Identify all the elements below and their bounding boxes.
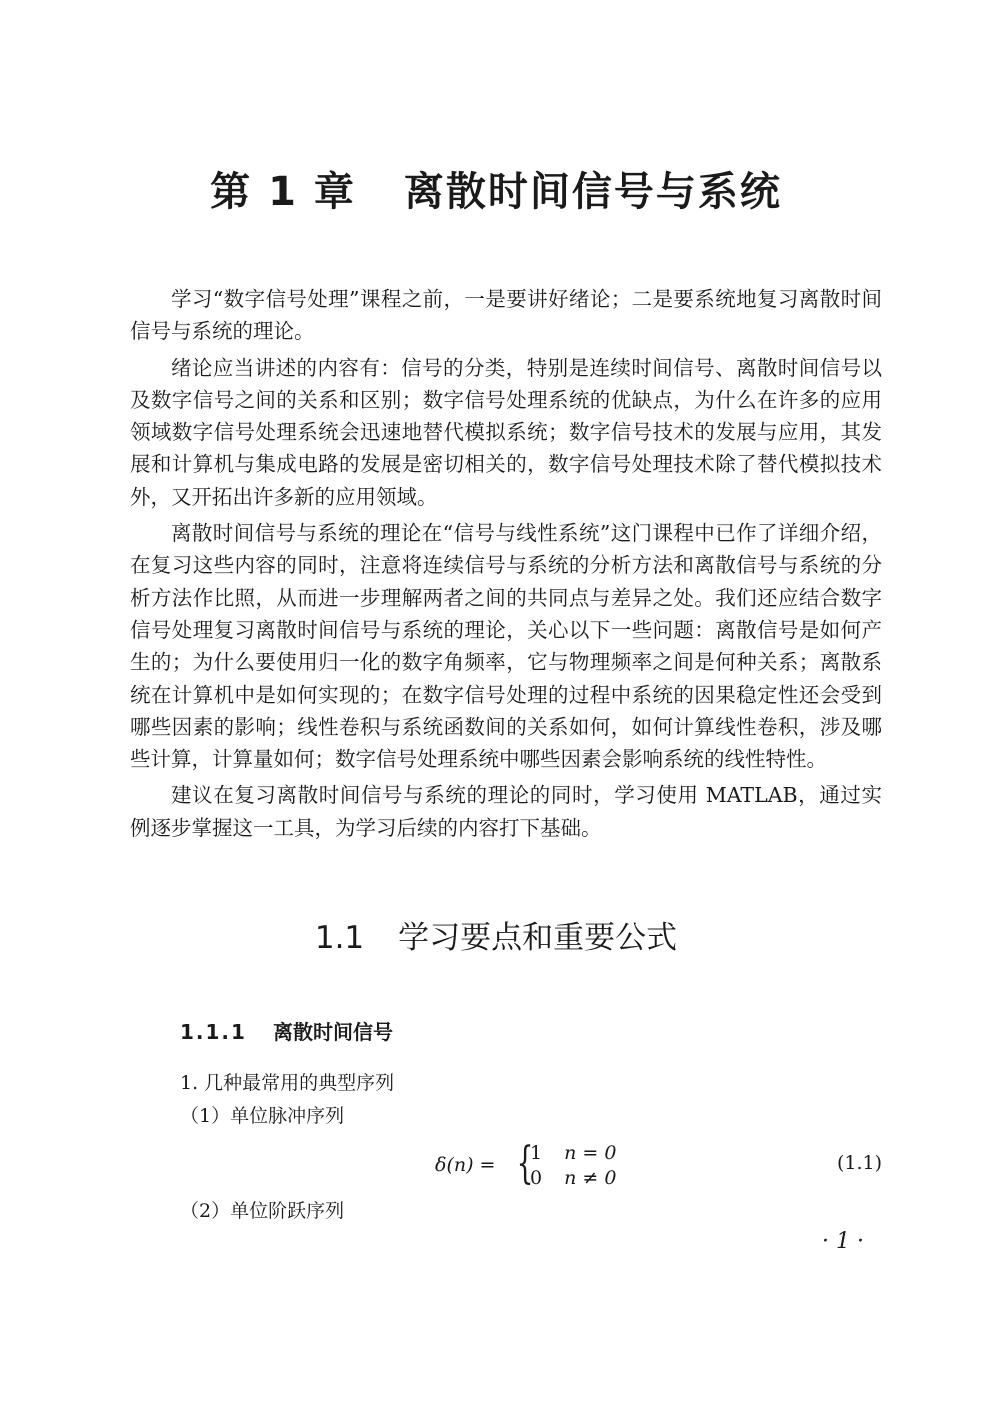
formula-unit-impulse (420, 1140, 880, 1192)
section-number: 1.1 (314, 920, 365, 956)
formula-brace: { (516, 1138, 534, 1189)
paragraph-2: 绪论应当讲述的内容有：信号的分类，特别是连续时间信号、离散时间信号以及数字信号之间的关系和区别；数字信号处理系统的优缺点，为什么在许多的应用领域数字信号处理系统会迅速地替代模拟系统；数字信号技术的发展与应用，其发展和计算机与集成电路的发展是密切相关的，数字信号处理技术除了替代模拟技术外，又开拓出许多新的应用领域。 (130, 355, 882, 509)
formula-case-2-condition: n ≠ 0 (564, 1167, 617, 1189)
formula-case-1 (530, 1142, 616, 1164)
list-item-unit-impulse: （1）单位脉冲序列 (180, 1105, 345, 1127)
chapter-intro (130, 283, 882, 848)
chapter-number: 第 1 章 (210, 169, 356, 215)
formula-case-1-condition: n = 0 (564, 1142, 617, 1164)
formula-case-2-value: 0 (530, 1167, 543, 1189)
paragraph-4: 建议在复习离散时间信号与系统的理论的同时，学习使用 MATLAB，通过实例逐步掌握这一工具，为学习后续的内容打下基础。 (130, 783, 882, 840)
chapter-title-text: 离散时间信号与系统 (403, 169, 782, 215)
formula-case-2 (530, 1167, 616, 1189)
chapter-title (0, 160, 992, 217)
equation-number: (1.1) (836, 1152, 882, 1174)
paragraph-1: 学习“数字信号处理”课程之前，一是要讲好绪论；二是要系统地复习离散时间信号与系统的理论。 (130, 287, 882, 344)
subsection-title-text: 离散时间信号 (272, 1020, 393, 1044)
list-item-unit-step: （2）单位阶跃序列 (180, 1200, 345, 1222)
subsection-title (180, 1016, 393, 1045)
subsection-number: 1.1.1 (180, 1020, 247, 1044)
list-item-typical-sequences: 1. 几种最常用的典型序列 (180, 1072, 395, 1094)
page-number: · 1 · (822, 1229, 864, 1254)
formula-case-1-value: 1 (530, 1142, 543, 1164)
paragraph-3: 离散时间信号与系统的理论在“信号与线性系统”这门课程中已作了详细介绍，在复习这些内容的同时，注意将连续信号与系统的分析方法和离散信号与系统的分析方法作比照，从而进一步理解两者之间的共同点与差异之处。我们还应结合数字信号处理复习离散时间信号与系统的理论，关心以下一些问题：离散信号是如何产生的；为什么要使用归一化的数字角频率，它与物理频率之间是何种关系；离散系统在计算机中是如何实现的；在数字信号处理的过程中系统的因果稳定性还会受到哪些因素的影响；线性卷积与系统函数间的关系如何，如何计算线性卷积，涉及哪些计算，计算量如何；数字信号处理系统中哪些因素会影响系统的线性特性。 (130, 521, 882, 772)
formula-lhs: δ(n) = (435, 1154, 496, 1176)
section-title (0, 912, 992, 957)
section-title-text: 学习要点和重要公式 (398, 920, 678, 956)
